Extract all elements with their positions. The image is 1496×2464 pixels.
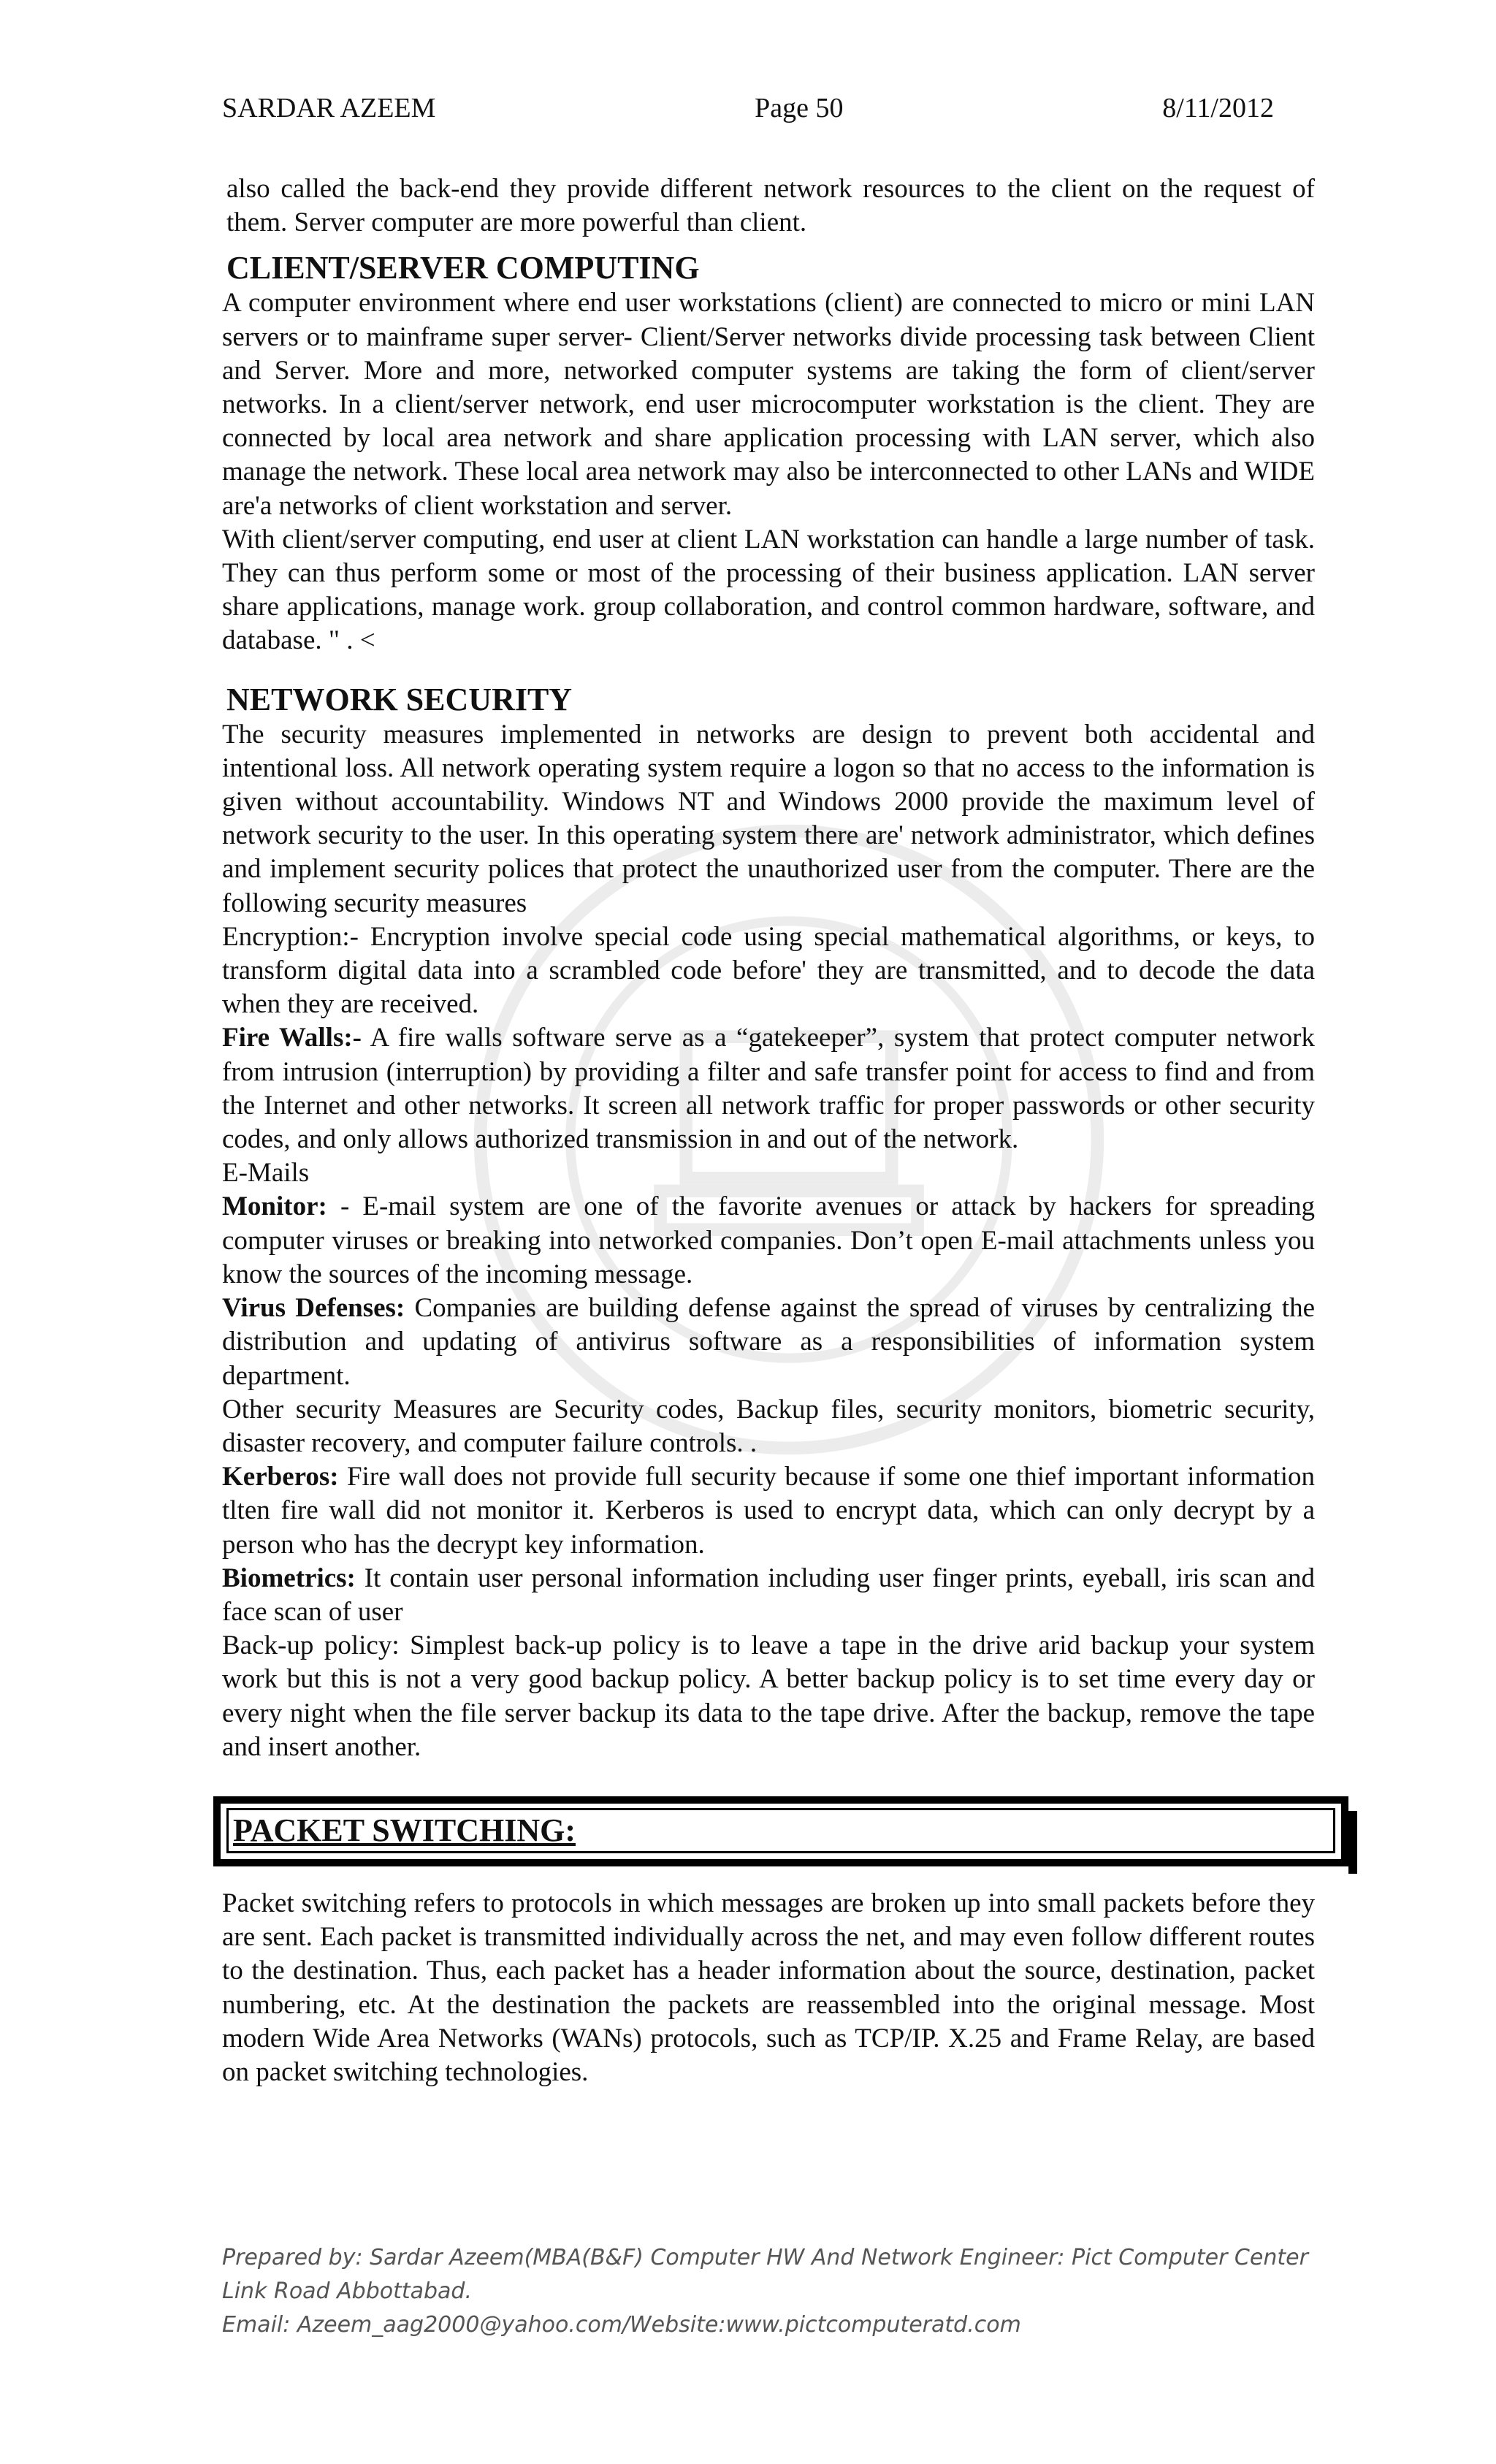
intro-paragraph: also called the back-end they provide different network resources to the client on the request of them. Server computer are more powerful than client. <box>226 174 1315 238</box>
header-author: SARDAR AZEEM <box>222 93 436 123</box>
page-header <box>222 86 1274 130</box>
monitor-text: - E-mail system are one of the favorite avenues or attack by hackers for spreading computer viruses or breaking into networked companies. Don’t open E-mail attachments unless you know the sources of the incoming message. <box>222 1191 1315 1289</box>
section-title-network-security: NETWORK SECURITY <box>226 681 573 717</box>
monitor-label: Monitor: <box>222 1191 327 1222</box>
page-footer <box>222 2241 1315 2342</box>
firewalls-label: Fire Walls:- <box>222 1023 362 1053</box>
footer-contact: Email: Azeem_aag2000@yahoo.com/Website:www.pictcomputeratd.com <box>222 2312 1021 2338</box>
monitor-paragraph <box>222 1190 1315 1292</box>
header-date: 8/11/2012 <box>1162 93 1274 123</box>
virus-defenses-text: Companies are building defense against the spread of viruses by centralizing the distribution and updating of antivirus software as a responsibilities of information system department. <box>222 1293 1315 1391</box>
section-title-client-server: CLIENT/SERVER COMPUTING <box>226 250 700 286</box>
biometrics-paragraph <box>222 1562 1315 1629</box>
kerberos-text: Fire wall does not provide full security because if some one thief important information tlten fire wall did not monitor it. Kerberos is used to encrypt data, which can only decrypt by a person who has the decrypt key information. <box>222 1462 1315 1560</box>
firewalls-paragraph <box>222 1021 1315 1156</box>
network-security-paragraph: The security measures implemented in networks are design to prevent both accidental and intentional loss. All network operating system require a logon so that no access to the information is given without accountability. Windows NT and Windows 2000 provide the maximum level of network security to the user. In this operating system there are' network administrator, which defines and implement security polices that protect the unauthorized user from the computer. There are the following security measures <box>222 719 1315 918</box>
section-title-packet-switching: PACKET SWITCHING: <box>226 1808 1335 1853</box>
backup-policy-paragraph: Back-up policy: Simplest back-up policy is to leave a tape in the drive arid backup your system work but this is not a very good backup policy. A better backup policy is to set time every day or every night when the file server backup its data to the tape drive. After the backup, remove the tape and insert another. <box>222 1630 1315 1762</box>
packet-switching-title-box <box>213 1796 1348 1866</box>
virus-defenses-label: Virus Defenses: <box>222 1293 405 1324</box>
biometrics-text: It contain user personal information including user finger prints, eyeball, iris scan and face scan of user <box>222 1563 1315 1627</box>
header-page-number: Page 50 <box>755 93 844 123</box>
virus-defenses-paragraph <box>222 1292 1315 1393</box>
document-body <box>222 172 1315 2089</box>
kerberos-paragraph <box>222 1460 1315 1562</box>
firewalls-text: A fire walls software serve as a “gatekeeper”, system that protect computer network from intrusion (interruption) by providing a filter and safe transfer point for access to find and from the Internet and other networks. It screen all network traffic for proper passwords or other security codes, and only allows authorized transmission in and out of the network. <box>222 1023 1315 1155</box>
other-measures-paragraph: Other security Measures are Security codes, Backup files, security monitors, biometric security, disaster recovery, and computer failure controls. . <box>222 1394 1315 1458</box>
encryption-paragraph: Encryption:- Encryption involve special code using special mathematical algorithms, or keys, to transform digital data into a scrambled code before' they are transmitted, and to decode the data when they are received. <box>222 921 1315 1020</box>
biometrics-label: Biometrics: <box>222 1563 356 1593</box>
footer-prepared-by: Prepared by: Sardar Azeem(MBA(B&F) Computer HW And Network Engineer: Pict Computer Center Link Road Abbottabad. <box>222 2245 1308 2304</box>
client-server-paragraph-1: A computer environment where end user workstations (client) are connected to micro or mini LAN servers or to mainframe super server- Client/Server networks divide processing task between Client and Server. More and more, networked computer systems are taking the form of client/server networks. In a client/server network, end user microcomputer workstation is the client. They are connected by local area network and share application processing with LAN server, which also manage the network. These local area network may also be interconnected to other LANs and WIDE are'a networks of client workstation and server. <box>222 288 1315 521</box>
packet-switching-paragraph: Packet switching refers to protocols in which messages are broken up into small packets before they are sent. Each packet is transmitted individually across the net, and may even follow different routes to the destination. Thus, each packet has a header information about the source, destination, packet numbering, etc. At the destination the packets are reassembled into the original message. Most modern Wide Area Networks (WANs) protocols, such as TCP/IP. X.25 and Frame Relay, are based on packet switching technologies. <box>222 1888 1315 2087</box>
kerberos-label: Kerberos: <box>222 1462 339 1492</box>
client-server-paragraph-2: With client/server computing, end user at client LAN workstation can handle a large number of task. They can thus perform some or most of the processing of their business application. LAN server share applications, manage work. group collaboration, and control common hardware, software, and database. " . < <box>222 524 1315 656</box>
emails-heading: E-Mails <box>222 1158 310 1189</box>
